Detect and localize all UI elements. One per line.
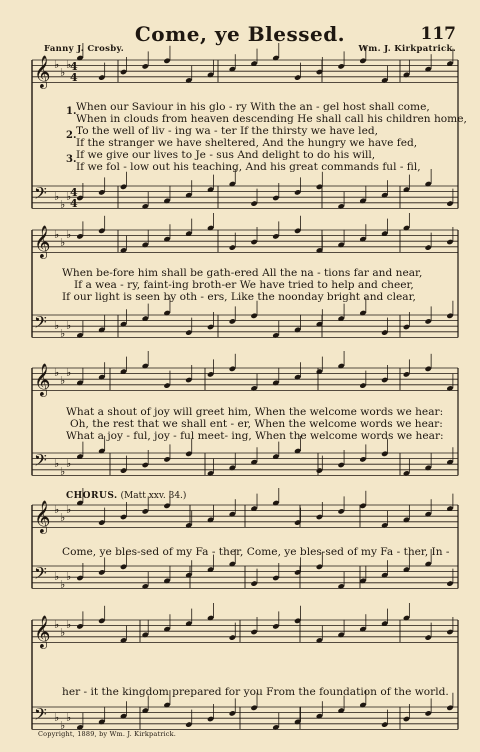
flat-icon: ♭: [66, 570, 72, 583]
verse-number-1: 1.: [66, 106, 77, 117]
lyric-line: If we give our lives to Je - sus And delight to do his will,: [76, 149, 376, 161]
flat-icon: ♭: [54, 319, 60, 332]
time-signature-bottom: 4: [70, 197, 78, 210]
lyric-line: When in clouds from heaven descending He shall call his children home,: [76, 113, 467, 125]
bass-clef-icon: 𝄢: [34, 312, 47, 336]
flat-icon: ♭: [60, 626, 66, 639]
flat-icon: ♭: [60, 236, 66, 249]
flat-icon: ♭: [66, 319, 72, 332]
bass-clef-icon: 𝄢: [34, 704, 47, 728]
lyric-line: Oh, the rest that we shall ent - er, When the welcome words we hear:: [70, 418, 443, 430]
lyric-line: When our Saviour in his glo - ry With the an - gel host shall come,: [76, 101, 430, 113]
flat-icon: ♭: [60, 66, 66, 79]
flat-icon: ♭: [60, 374, 66, 387]
flat-icon: ♭: [60, 327, 66, 340]
lyric-line: What a shout of joy will greet him, When the welcome words we hear:: [66, 406, 444, 418]
lyric-line: her - it the kingdom prepared for you From the foundation of the world.: [62, 686, 449, 698]
author-credit: Fanny J. Crosby.: [44, 44, 124, 54]
bass-clef-icon: 𝄢: [34, 450, 47, 474]
flat-icon: ♭: [54, 228, 60, 241]
flat-icon: ♭: [54, 457, 60, 470]
page-number: 117: [420, 24, 456, 44]
flat-icon: ♭: [54, 190, 60, 203]
lyric-line: If we fol - low out his teaching, And his great commands ful - fil,: [76, 161, 421, 173]
flat-icon: ♭: [60, 578, 66, 591]
flat-icon: ♭: [66, 366, 72, 379]
composer-credit: Wm. J. Kirkpatrick.: [358, 44, 456, 54]
time-signature-bottom: 4: [70, 71, 78, 84]
flat-icon: ♭: [66, 58, 72, 71]
flat-icon: ♭: [60, 511, 66, 524]
flat-icon: ♭: [54, 570, 60, 583]
treble-clef-icon: 𝄞: [34, 615, 51, 648]
hymn-title: Come, ye Blessed.: [134, 22, 346, 46]
flat-icon: ♭: [66, 618, 72, 631]
flat-icon: ♭: [54, 711, 60, 724]
lyric-line: Come, ye bles-sed of my Fa - ther, Come, ye bles-sed of my Fa - ther, In -: [62, 546, 450, 558]
flat-icon: ♭: [66, 711, 72, 724]
bass-clef-icon: 𝄢: [34, 563, 47, 587]
lyric-line: If our light is seen by oth - ers, Like the noonday bright and clear,: [62, 291, 416, 303]
flat-icon: ♭: [66, 190, 72, 203]
lyric-line: What a joy - ful, joy - ful meet- ing, When the welcome words we hear:: [66, 430, 444, 442]
treble-clef-icon: 𝄞: [34, 500, 51, 533]
copyright-notice: Copyright, 1889, by Wm. J. Kirkpatrick.: [38, 730, 177, 738]
flat-icon: ♭: [54, 58, 60, 71]
flat-icon: ♭: [66, 457, 72, 470]
flat-icon: ♭: [66, 503, 72, 516]
flat-icon: ♭: [54, 503, 60, 516]
lyric-line: If the stranger we have sheltered, And the hungry we have fed,: [76, 137, 418, 149]
lyric-line: If a wea - ry, faint-ing broth-er We have tried to help and cheer,: [74, 279, 414, 291]
lyric-line: When be-fore him shall be gath-ered All the na - tions far and near,: [62, 267, 423, 279]
treble-clef-icon: 𝄞: [34, 363, 51, 396]
flat-icon: ♭: [66, 228, 72, 241]
flat-icon: ♭: [60, 465, 66, 478]
time-signature-top: 4: [70, 186, 78, 199]
bass-clef-icon: 𝄢: [34, 183, 47, 207]
flat-icon: ♭: [54, 366, 60, 379]
treble-clef-icon: 𝄞: [34, 55, 51, 88]
flat-icon: ♭: [60, 198, 66, 211]
chorus-heading: [66, 491, 186, 501]
flat-icon: ♭: [60, 719, 66, 732]
lyric-line: To the well of liv - ing wa - ter If the thirsty we have led,: [76, 125, 378, 137]
treble-clef-icon: 𝄞: [34, 225, 51, 258]
chorus-reference: (Matt xxv. 34.): [120, 491, 187, 501]
time-signature-top: 4: [70, 60, 78, 73]
verse-number-2: 2.: [66, 130, 77, 141]
verse-number-3: 3.: [66, 154, 77, 165]
flat-icon: ♭: [54, 618, 60, 631]
chorus-label: CHORUS.: [66, 491, 118, 501]
